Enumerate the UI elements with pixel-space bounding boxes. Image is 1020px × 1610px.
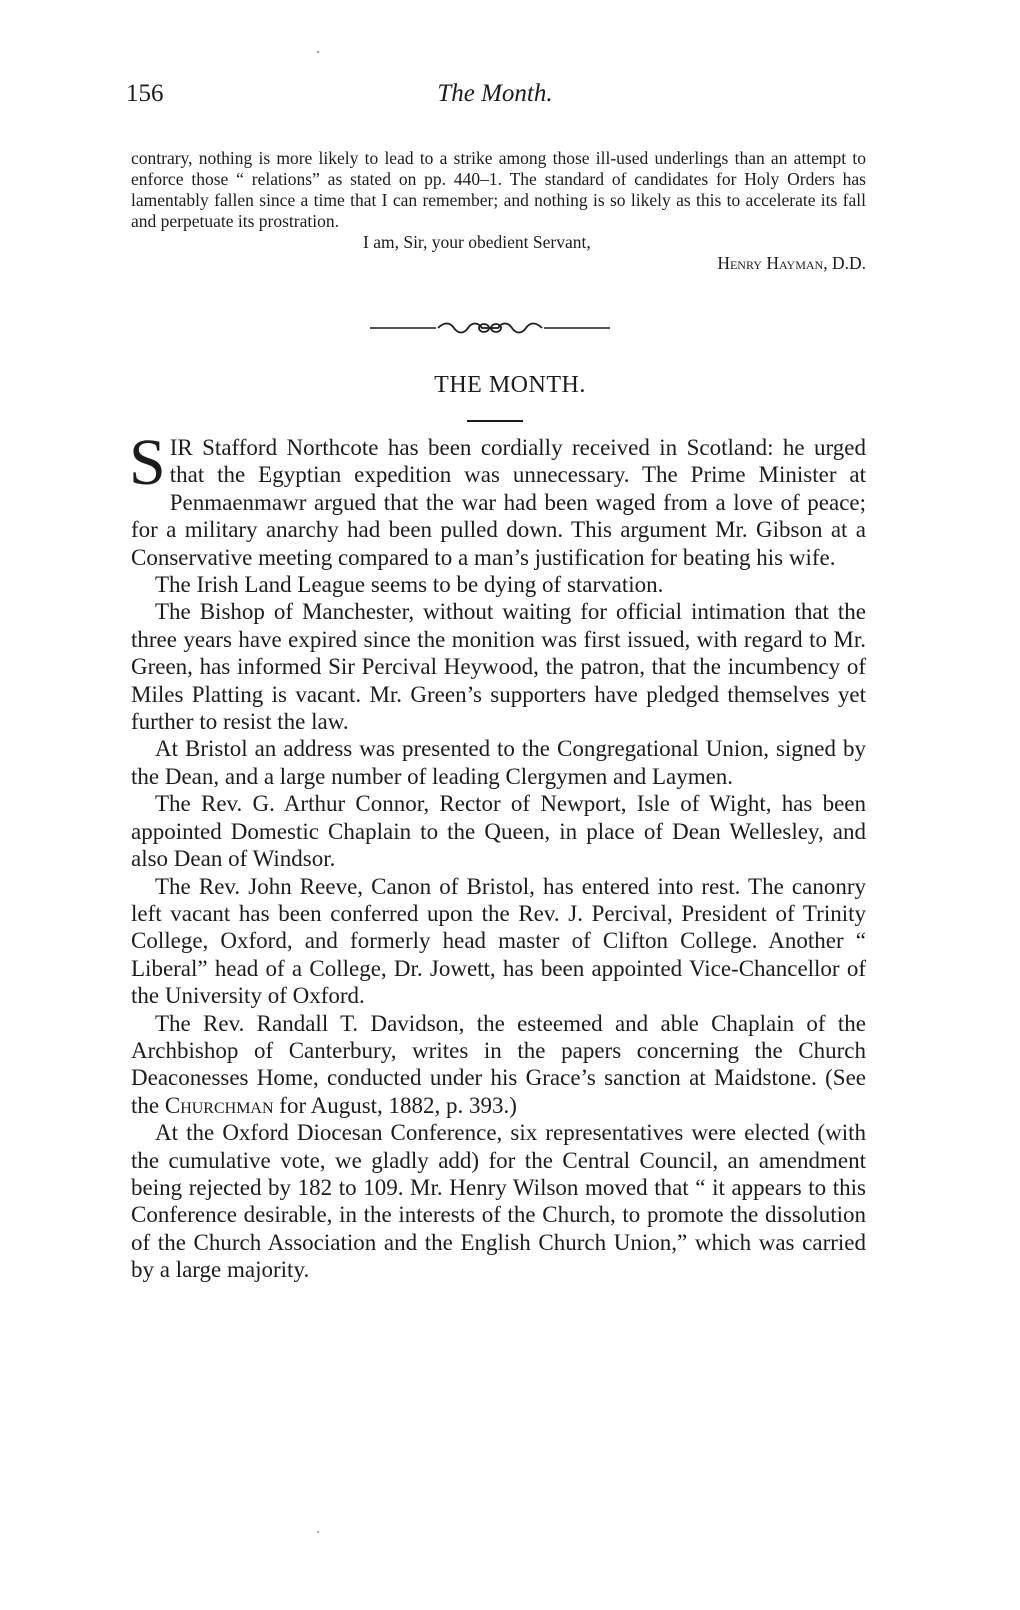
paragraph-reeve: The Rev. John Reeve, Canon of Bristol, has entered into rest. The canonry left vacant has been conferred upon the Rev. J. Percival, President of Trinity College, Oxford, and formerly head master of Clifton College. Another “ Liberal” head of a College, Dr. Jowett, has been appointed Vice-Chancellor of the University of Oxford. bbox=[131, 873, 866, 1009]
letter-text: contrary, nothing is more likely to lead to a strike among those ill-used underlings than an attempt to enforce those “ relations” as stated on pp. 440–1. The standard of candidates for Holy Orders has lamentably fallen since a time that I can remember; and nothing is so likely as this to accelerate its fall and perpetuate its prostration. bbox=[131, 148, 866, 231]
paragraph-bishop-manchester: The Bishop of Manchester, without waiting for official intimation that the three years have expired since the monition was first issued, with regard to Mr. Green, has informed Sir Percival Heywood, the patron, that the incumbency of Miles Platting is vacant. Mr. Green’s supporters have pledged themselves yet further to resist the law. bbox=[131, 599, 866, 735]
paragraph-bristol-address: At Bristol an address was presented to the Congregational Union, signed by the Dean, and a large number of leading Clergymen and Laymen. bbox=[131, 736, 866, 789]
speck-bottom bbox=[317, 1531, 319, 1533]
section-title: THE MONTH. bbox=[434, 372, 586, 398]
speck-top bbox=[317, 51, 319, 53]
paragraph-opening-text: IR Stafford Northcote has been cordially received in Scotland: he urged that the Egyptian expedition was unnecessary. The Prime Minister at Penmaenmawr argued that the war had been waged from a love of peace; for a military anarchy had been pulled down. This argument Mr. Gibson at a Conservative meeting compared to a man’s justification for beating his wife. bbox=[131, 435, 866, 570]
letter-closing: I am, Sir, your obedient Servant, bbox=[363, 232, 591, 252]
paragraph-oxford-conference: At the Oxford Diocesan Conference, six representatives were elected (with the cumulative vote, we gladly add) for the Central Council, an amendment being rejected by 182 to 109. Mr. Henry Wilson moved that “ it appears to this Conference desirable, in the interests of the Church, to promote the dissolution of the Church Association and the English Church Union,” which was carried by a large majority. bbox=[131, 1120, 866, 1283]
running-title: The Month. bbox=[437, 80, 553, 107]
churchman-reference: Churchman bbox=[164, 1092, 274, 1118]
paragraph-connor: The Rev. G. Arthur Connor, Rector of Newport, Isle of Wight, has been appointed Domestic Chaplain to the Queen, in place of Dean Wellesley, and also Dean of Windsor. bbox=[131, 791, 866, 872]
letter-signature: Henry Hayman, D.D. bbox=[717, 253, 866, 273]
davidson-text-before: The Rev. Randall T. Davidson, the esteemed and able Chaplain of the Archbishop of Canterbury, writes in the papers concerning the Church Deaconesses Home, conducted under his Grace’s sanction at Maidstone. (See the bbox=[131, 1010, 866, 1118]
drop-cap: S bbox=[129, 426, 166, 499]
page-number: 156 bbox=[126, 80, 164, 107]
davidson-text-after: for August, 1882, p. 393.) bbox=[273, 1092, 517, 1118]
paragraph-land-league: The Irish Land League seems to be dying of starvation. bbox=[155, 572, 664, 598]
